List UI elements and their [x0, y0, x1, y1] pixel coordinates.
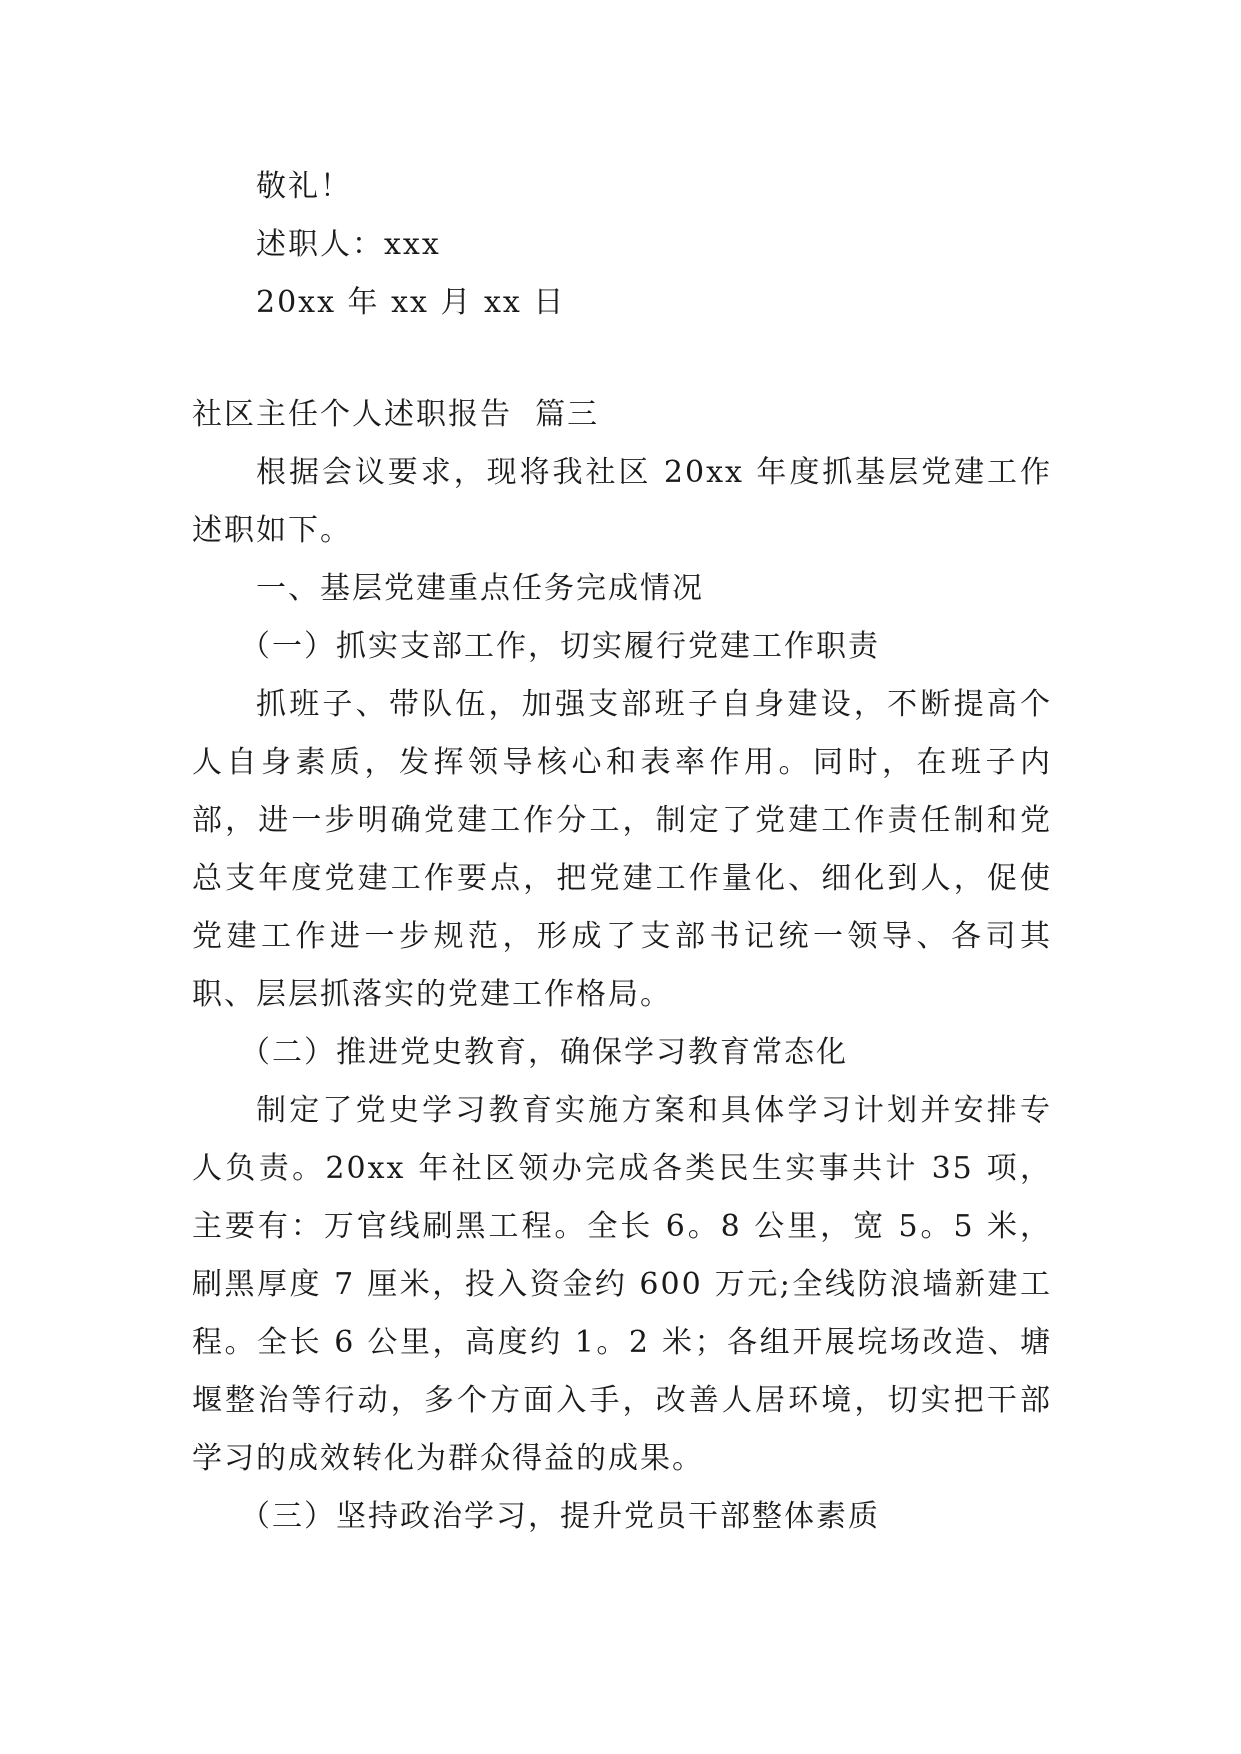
subheading-3: （三）坚持政治学习，提升党员干部整体素质	[240, 1499, 880, 1534]
report-date: 20xx 年 xx 月 xx 日	[256, 285, 566, 320]
subheading-2: （二）推进党史教育，确保学习教育常态化	[240, 1035, 848, 1070]
reporter-signature: 述职人：xxx	[256, 227, 441, 262]
intro-paragraph: 根据会议要求，现将我社区 20xx 年度抓基层党建工作述职如下。	[192, 455, 1052, 548]
section-spacer	[192, 332, 1052, 386]
document-body	[192, 158, 1052, 1546]
body-paragraph-1: 抓班子、带队伍，加强支部班子自身建设，不断提高个人自身素质，发挥领导核心和表率作用。同时，在班子内部，进一步明确党建工作分工，制定了党建工作责任制和党总支年度党建工作要点，把党建工作量化、细化到人，促使党建工作进一步规范，形成了支部书记统一领导、各司其职、层层抓落实的党建工作格局。	[192, 687, 1052, 1012]
subheading-1: （一）抓实支部工作，切实履行党建工作职责	[240, 629, 880, 664]
body-paragraph-2: 制定了党史学习教育实施方案和具体学习计划并安排专人负责。20xx 年社区领办完成各类民生实事共计 35 项，主要有：万官线刷黑工程。全长 6。8 公里，宽 5。5 米，刷黑厚度 7 厘米，投入资金约 600 万元;全线防浪墙新建工程。全长 6 公里，高度约 1。2 米；各组开展垸场改造、塘堰整治等行动，多个方面入手，改善人居环境，切实把干部学习的成效转化为群众得益的成果。	[192, 1093, 1052, 1476]
section-title: 社区主任个人述职报告 篇三	[192, 397, 600, 432]
heading-1: 一、基层党建重点任务完成情况	[256, 571, 704, 606]
closing-salute: 敬礼！	[256, 169, 352, 204]
